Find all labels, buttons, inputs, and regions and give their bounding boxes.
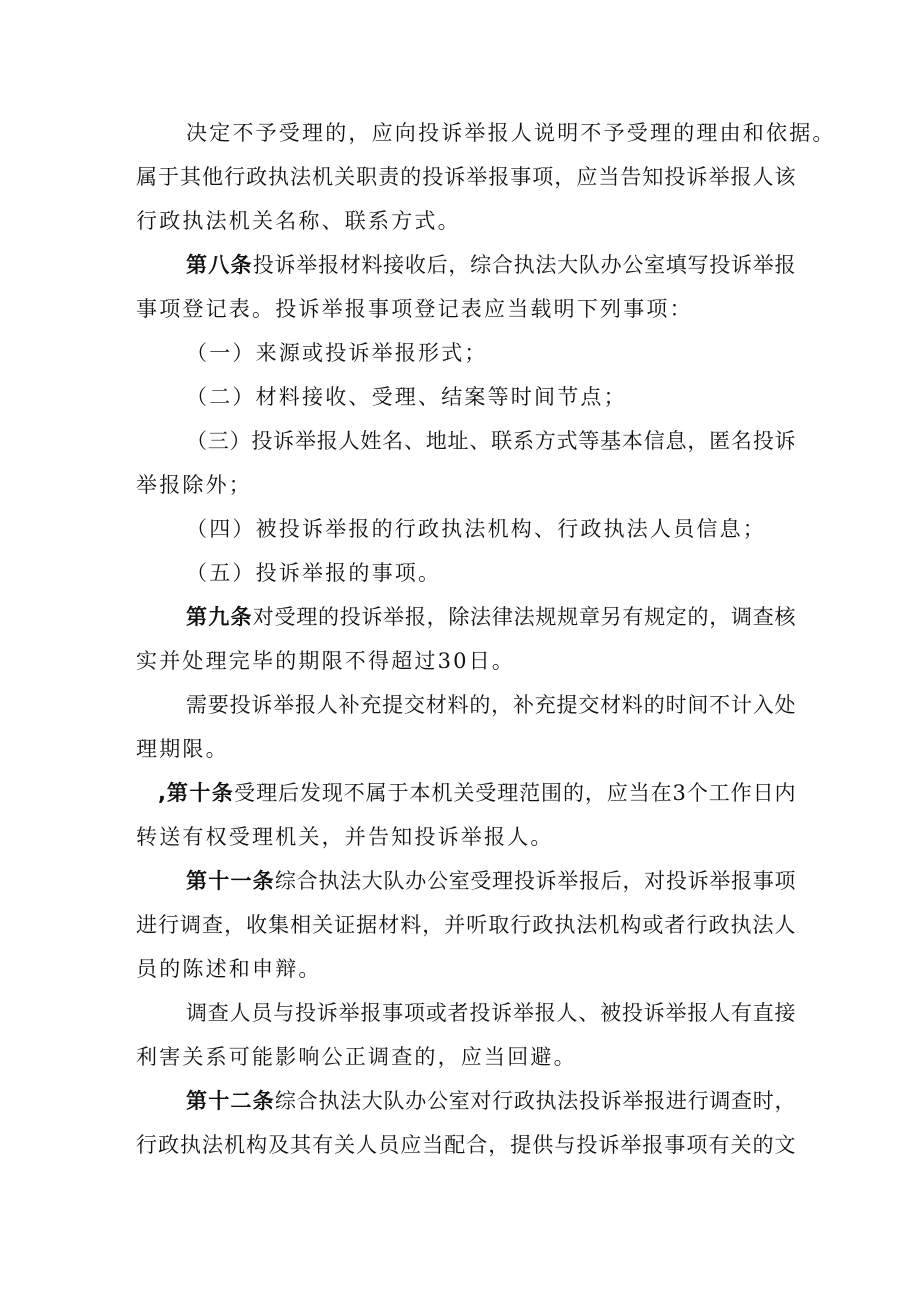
line-text: 综合执法大队办公室对行政执法投诉举报进行调查时， xyxy=(274,1089,796,1113)
list-item xyxy=(186,507,796,551)
line-text: 进行调查，收集相关证据材料，并听取行政执法机构或者行政执法人 xyxy=(136,913,796,937)
line-text: 利害关系可能影响公正调查的，应当回避。 xyxy=(136,1045,577,1069)
paragraph-line xyxy=(136,727,796,771)
line-text: 属于其他行政执法机关职责的投诉举报事项，应当告知投诉举报人该 xyxy=(136,165,796,189)
line-text: 投诉举报材料接收后，综合执法大队办公室填写投诉举报 xyxy=(252,253,797,277)
paragraph-line xyxy=(186,683,796,727)
paragraph-line xyxy=(136,639,796,683)
line-text: 行政执法机构及其有关人员应当配合，提供与投诉举报事项有关的文 xyxy=(136,1133,796,1157)
stray-comma-mark: , xyxy=(158,781,167,805)
line-text: （五）投诉举报的事项。 xyxy=(186,561,442,585)
paragraph-line xyxy=(136,1123,796,1167)
line-text: 受理后发现不属于本机关受理范围的，应当在3个工作日内 xyxy=(234,781,797,805)
line-text: （一）来源或投诉举报形式； xyxy=(186,341,488,365)
article-8-label: 第八条 xyxy=(186,253,253,277)
line-text: 举报除外； xyxy=(136,473,252,497)
article-9-label: 第九条 xyxy=(186,605,253,629)
article-10-heading-line xyxy=(158,771,796,815)
paragraph-line xyxy=(136,947,796,991)
article-8-heading-line xyxy=(186,243,796,287)
article-10-label: 第十条 xyxy=(166,781,235,805)
line-text: 需要投诉举报人补充提交材料的，补充提交材料的时间不计入处 xyxy=(186,693,796,717)
paragraph-line xyxy=(136,903,796,947)
paragraph-line xyxy=(136,199,796,243)
list-item xyxy=(186,375,796,419)
paragraph-line xyxy=(136,463,796,507)
line-text: 事项登记表。投诉举报事项登记表应当载明下列事项： xyxy=(136,297,693,321)
list-item xyxy=(186,419,796,463)
paragraph-line xyxy=(186,991,796,1035)
article-11-label: 第十一条 xyxy=(186,869,275,893)
line-text: 调查人员与投诉举报事项或者投诉举报人、被投诉举报人有直接 xyxy=(186,1001,796,1025)
line-text: 决定不予受理的，应向投诉举报人说明不予受理的理由和依据。 xyxy=(186,121,836,145)
paragraph-line xyxy=(186,111,836,155)
line-text: 转送有权受理机关，并告知投诉举报人。 xyxy=(136,825,554,849)
article-12-heading-line xyxy=(186,1079,796,1123)
article-11-heading-line xyxy=(186,859,796,903)
article-12-label: 第十二条 xyxy=(186,1089,275,1113)
paragraph-line xyxy=(136,155,796,199)
line-text: 综合执法大队办公室受理投诉举报后，对投诉举报事项 xyxy=(274,869,796,893)
line-text: 员的陈述和申辩。 xyxy=(136,957,322,981)
line-text: 理期限。 xyxy=(136,737,229,761)
line-text: （三）投诉举报人姓名、地址、联系方式等基本信息，匿名投诉 xyxy=(186,429,796,453)
line-text: 实并处理完毕的期限不得超过30日。 xyxy=(136,649,516,673)
paragraph-line xyxy=(136,287,796,331)
paragraph-line xyxy=(136,1035,796,1079)
list-item xyxy=(186,551,796,595)
line-text: 行政执法机关名称、联系方式。 xyxy=(136,209,461,233)
line-text: （四）被投诉举报的行政执法机构、行政执法人员信息； xyxy=(186,517,766,541)
list-item xyxy=(186,331,796,375)
paragraph-line xyxy=(136,815,796,859)
line-text: （二）材料接收、受理、结案等时间节点； xyxy=(186,385,627,409)
article-9-heading-line xyxy=(186,595,796,639)
line-text: 对受理的投诉举报，除法律法规规章另有规定的，调查核 xyxy=(252,605,797,629)
